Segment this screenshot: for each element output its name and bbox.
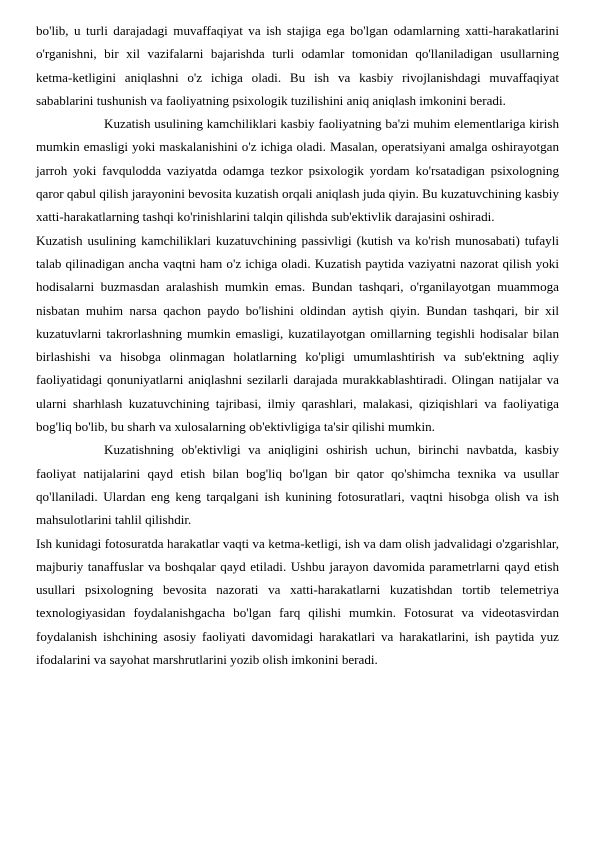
paragraph-5: Ish kunidagi fotosuratda harakatlar vaqti va ketma-ketligi, ish va dam olish jadvalidagi o'zgarishlar, majburiy tanaffuslar va boshqalar qayd etiladi. Ushbu jarayon davomida parametrlarni qayd etish usullari psixologning bevosita nazorati va xatti-harakatlarni kuzatishdan tortib telemetriya texnologiyasidan foydalanishgacha bo'lgan farq qilishi mumkin. Fotosurat va videotasvirdan foydalanish ishchining asosiy faoliyati davomidagi harakatlari va harakatlarini, ish paytida yuz ifodalarini va sayohat marshrutlarini yozib olish imkonini beradi. — [36, 535, 559, 668]
paragraph-4: Kuzatishning ob'ektivligi va aniqligini oshirish uchun, birinchi navbatda, kasbiy faoliyat natijalarini qayd etish bilan bog'liq bo'lgan bir qator qo'shimcha texnika va usullar qo'llaniladi. Ulardan eng keng tarqalgani ish kunining fotosuratlari, vaqtni hisobga olish va ish mahsulotlarini tahlil qilishdir. — [36, 442, 559, 528]
paragraph-1: bo'lib, u turli darajadagi muvaffaqiyat va ish stajiga ega bo'lgan odamlarning xatti-harakatlarini o'rganishni, bir xil vazifalarni bajarishda turli odamlar tomonidan qo'llaniladigan usullarning ketma-ketligini aniqlashni o'z ichiga oladi. Bu ish va kasbiy rivojlanishdagi muvaffaqiyat sabablarini tushunish va faoliyatning psixologik tuzilishini aniq aniqlash imkonini beradi. — [36, 23, 559, 108]
document-page — [36, 19, 559, 671]
paragraph-3: Kuzatish usulining kamchiliklari kuzatuvchining passivligi (kutish va ko'rish munosabati) tufayli talab qilinadigan ancha vaqtni ham o'z ichiga oladi. Kuzatish paytida vaziyatni nazorat qilish yoki hodisalarni buzmasdan aralashish mumkin emas. Bundan tashqari, o'rganilayotgan muammoga nisbatan muhim narsa qachon paydo bo'lishini oldindan aytish qiyin. Bundan tashqari, bir xil kuzatuvlarni takrorlashning mumkin emasligi, kuzatilayotgan omillarning tegishli hodisalar bilan birlashishi va hisobga olinmagan holatlarning ko'pligi umumlashtirish va sub'ektning aqliy faoliyatidagi qonuniyatlarni aniqlashni sezilarli darajada murakkablashtiradi. Olingan natijalar va ularni sharhlash kuzatuvchining tajribasi, ilmiy qarashlari, malakasi, qiziqishlari va faoliyatiga bog'liq bo'lib, bu sharh va xulosalarning ob'ektivligiga ta'sir qilishi mumkin. — [36, 232, 559, 435]
paragraph-2: Kuzatish usulining kamchiliklari kasbiy faoliyatning ba'zi muhim elementlariga kirish mumkin emasligi yoki maskalanishini o'z ichiga oladi. Masalan, operatsiyani amalga oshirayotgan jarroh yoki favqulodda vaziyatda odamga tezkor psixologik yordam ko'rsatadigan psixologning qaror qabul qilish jarayonini bevosita kuzatish orqali aniqlash juda qiyin. Bu kuzatuvchining kasbiy xatti-harakatlarning tashqi ko'rinishlarini talqin qilishda sub'ektivlik darajasini oshiradi. — [36, 116, 559, 225]
